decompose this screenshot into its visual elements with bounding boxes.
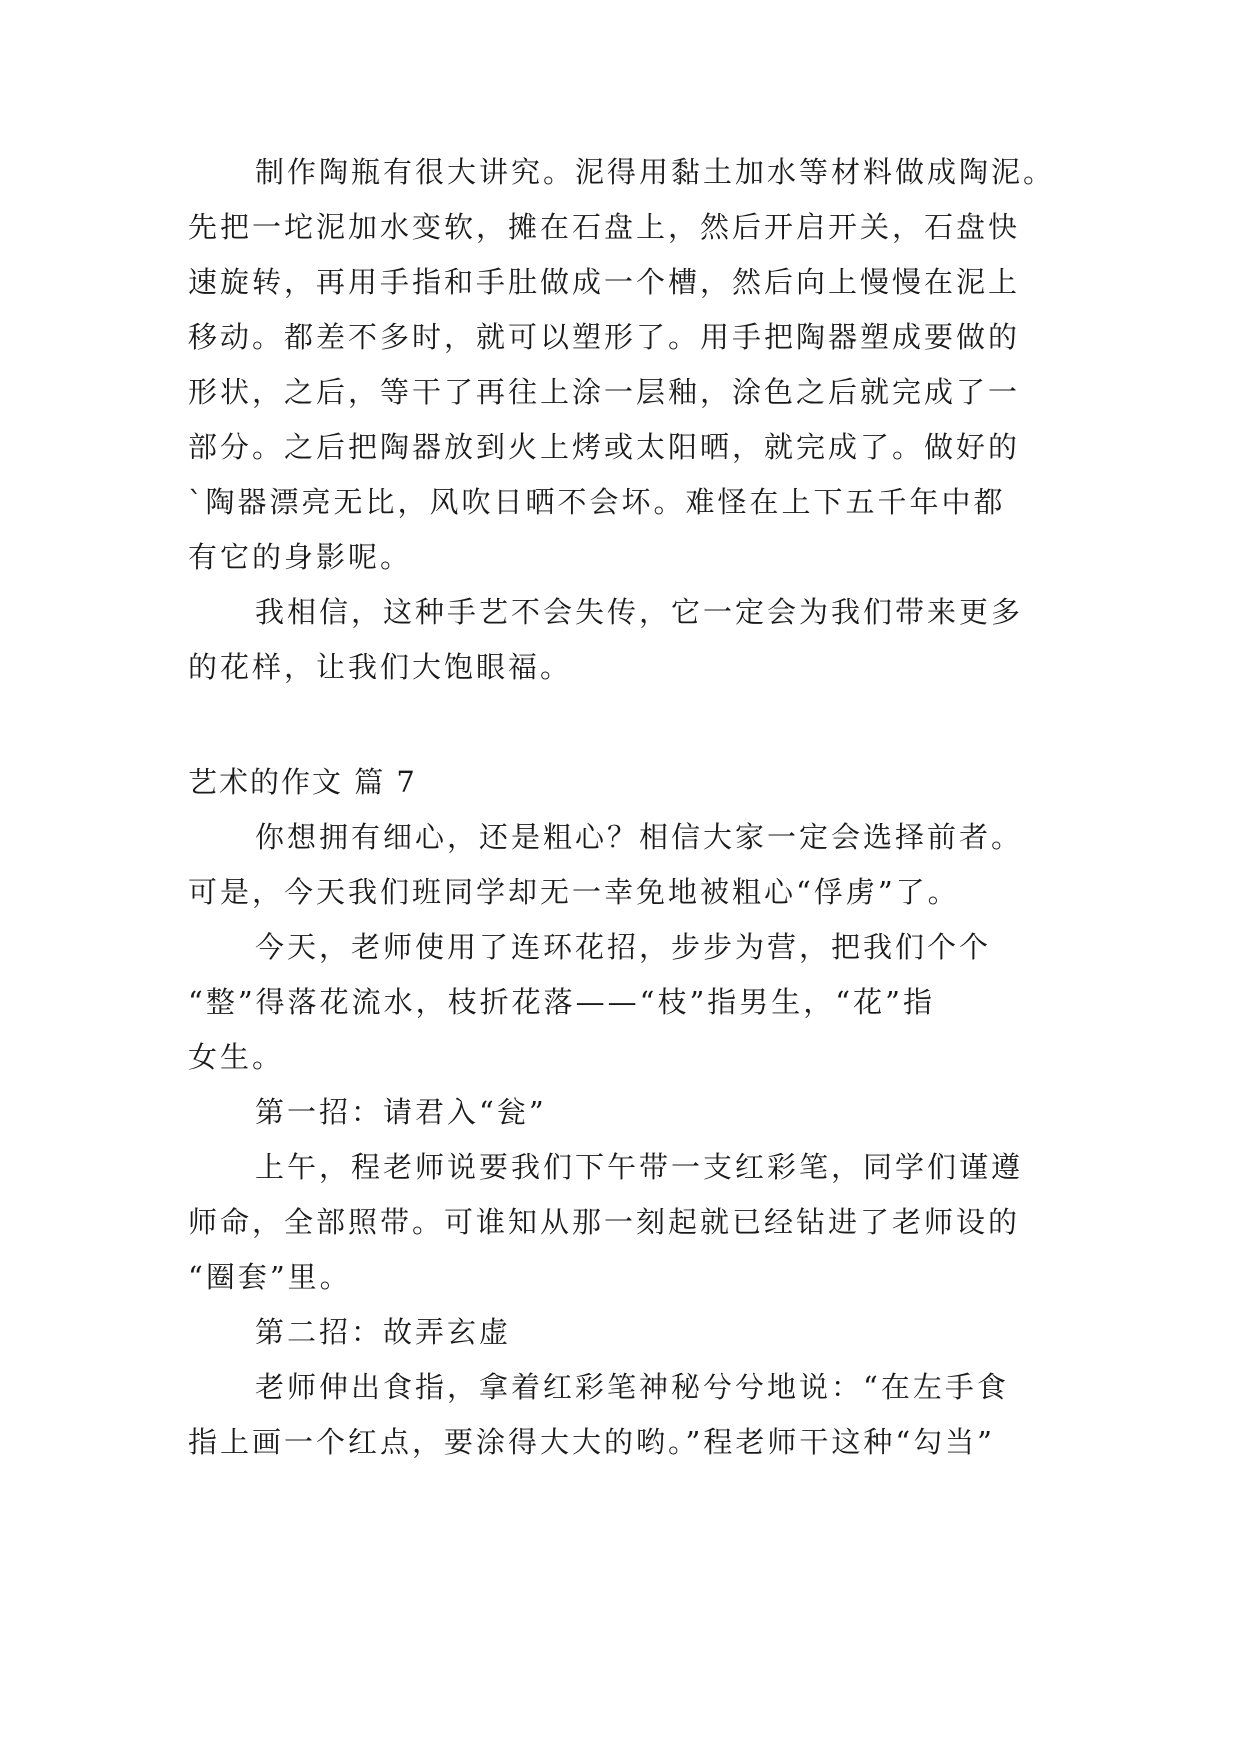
paragraph-line: 先把一坨泥加水变软，摊在石盘上，然后开启开关，石盘快 — [188, 210, 1021, 244]
paragraph-line: 你想拥有细心，还是粗心？相信大家一定会选择前者。 — [255, 820, 1024, 854]
paragraph-line: 上午，程老师说要我们下午带一支红彩笔，同学们谨遵 — [255, 1150, 1024, 1184]
paragraph-line: “整”得落花流水，枝折花落——“枝”指男生，“花”指 — [188, 985, 935, 1019]
paragraph-line: 今天，老师使用了连环花招，步步为营，把我们个个 — [255, 930, 992, 964]
paragraph-line: 老师伸出食指，拿着红彩笔神秘兮兮地说：“在左手食 — [255, 1370, 1009, 1404]
paragraph-line: 的花样，让我们大饱眼福。 — [188, 650, 573, 684]
paragraph-line: 师命，全部照带。可谁知从那一刻起就已经钻进了老师设的 — [188, 1205, 1021, 1239]
paragraph-line: 女生。 — [188, 1040, 285, 1074]
paragraph-line: 制作陶瓶有很大讲究。泥得用黏土加水等材料做成陶泥。 — [255, 155, 1056, 189]
paragraph-line: 形状，之后，等干了再往上涂一层釉，涂色之后就完成了一 — [188, 375, 1021, 409]
paragraph-line: 移动。都差不多时，就可以塑形了。用手把陶器塑成要做的 — [188, 320, 1021, 354]
paragraph-line: 可是，今天我们班同学却无一幸免地被粗心“俘虏”了。 — [188, 875, 960, 909]
paragraph-line: “圈套”里。 — [188, 1260, 352, 1294]
subheading-line: 第一招：请君入“瓮” — [255, 1095, 547, 1129]
paragraph-line: 部分。之后把陶器放到火上烤或太阳晒，就完成了。做好的 — [188, 430, 1021, 464]
paragraph-line: 指上画一个红点，要涂得大大的哟。”程老师干这种“勾当” — [188, 1425, 995, 1459]
paragraph-line: 我相信，这种手艺不会失传，它一定会为我们带来更多 — [255, 595, 1024, 629]
subheading-line: 第二招：故弄玄虚 — [255, 1315, 512, 1349]
section-heading: 艺术的作文 篇 7 — [188, 765, 417, 799]
paragraph-line: `陶器漂亮无比，风吹日晒不会坏。难怪在上下五千年中都 — [188, 485, 1006, 519]
paragraph-line: 有它的身影呢。 — [188, 540, 413, 574]
paragraph-line: 速旋转，再用手指和手肚做成一个槽，然后向上慢慢在泥上 — [188, 265, 1021, 299]
